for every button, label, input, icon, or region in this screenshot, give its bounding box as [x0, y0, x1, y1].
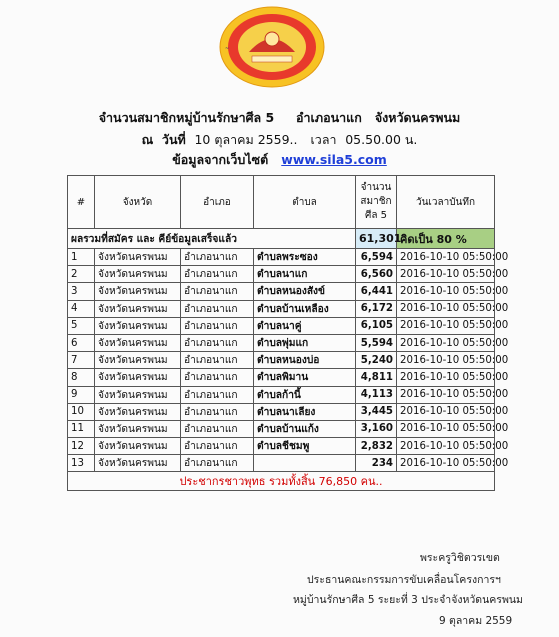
cell-province: จังหวัดนครพนม — [95, 403, 181, 420]
cell-province: จังหวัดนครพนม — [95, 386, 181, 403]
cell-subdistrict — [254, 455, 356, 472]
table-row — [68, 420, 495, 437]
cell-subdistrict: ตำบลก้านี้ — [254, 386, 356, 403]
cell-district: อำเภอนาแก — [181, 249, 254, 266]
cell-count: 6,441 — [356, 283, 397, 300]
cell-count: 6,560 — [356, 266, 397, 283]
members-table — [67, 175, 509, 491]
cell-district: อำเภอนาแก — [181, 317, 254, 334]
cell-subdistrict: ตำบลพระซอง — [254, 249, 356, 266]
cell-time: 2016-10-10 05:50:00 — [397, 249, 495, 266]
cell-no: 1 — [68, 249, 95, 266]
table-row — [68, 300, 495, 317]
summary-row — [68, 229, 495, 249]
cell-province: จังหวัดนครพนม — [95, 317, 181, 334]
cell-no: 7 — [68, 352, 95, 369]
table-row — [68, 352, 495, 369]
cell-time: 2016-10-10 05:50:00 — [397, 283, 495, 300]
cell-no: 5 — [68, 317, 95, 334]
cell-province: จังหวัดนครพนม — [95, 249, 181, 266]
table-row — [68, 249, 495, 266]
cell-subdistrict: ตำบลนาคู่ — [254, 317, 356, 334]
cell-no: 13 — [68, 455, 95, 472]
cell-province: จังหวัดนครพนม — [95, 438, 181, 455]
cell-district: อำเภอนาแก — [181, 352, 254, 369]
cell-no: 6 — [68, 334, 95, 351]
total-row — [68, 472, 495, 491]
cell-count: 5,594 — [356, 334, 397, 351]
table-row — [68, 455, 495, 472]
cell-district: อำเภอนาแก — [181, 438, 254, 455]
cell-subdistrict: ตำบลพุ่มแก — [254, 334, 356, 351]
cell-district: อำเภอนาแก — [181, 300, 254, 317]
table-row — [68, 403, 495, 420]
total-text: ประชากรชาวพุทธ รวมทั้งสิ้น 76,850 คน.. — [68, 472, 495, 491]
cell-count: 6,594 — [356, 249, 397, 266]
cell-no: 3 — [68, 283, 95, 300]
table-row — [68, 386, 495, 403]
cell-count: 4,811 — [356, 369, 397, 386]
cell-no: 4 — [68, 300, 95, 317]
table-row — [68, 283, 495, 300]
cell-province: จังหวัดนครพนม — [95, 300, 181, 317]
cell-time: 2016-10-10 05:50:00 — [397, 334, 495, 351]
cell-subdistrict: ตำบลพิมาน — [254, 369, 356, 386]
cell-subdistrict: ตำบลหนองบ่อ — [254, 352, 356, 369]
cell-count: 3,160 — [356, 420, 397, 437]
cell-count: 2,832 — [356, 438, 397, 455]
source-website-link[interactable]: www.sila5.com — [281, 152, 387, 167]
cell-time: 2016-10-10 05:50:00 — [397, 420, 495, 437]
cell-subdistrict: ตำบลชีชมพู — [254, 438, 356, 455]
cell-district: อำเภอนาแก — [181, 420, 254, 437]
cell-district: อำเภอนาแก — [181, 334, 254, 351]
cell-province: จังหวัดนครพนม — [95, 266, 181, 283]
cell-province: จังหวัดนครพนม — [95, 455, 181, 472]
signature-position: ประธานคณะกรรมการขับเคลื่อนโครงการฯ — [307, 574, 501, 586]
cell-count: 3,445 — [356, 403, 397, 420]
summary-label: ผลรวมที่สมัคร และ คีย์ข้อมูลเสร็จแล้ว — [68, 229, 356, 249]
table-header-row — [68, 176, 495, 229]
cell-province: จังหวัดนครพนม — [95, 283, 181, 300]
col-no: # — [68, 176, 95, 229]
cell-time: 2016-10-10 05:50:00 — [397, 438, 495, 455]
summary-percent: คิดเป็น 80 % — [397, 229, 495, 249]
cell-time: 2016-10-10 05:50:00 — [397, 403, 495, 420]
cell-time: 2016-10-10 05:50:00 — [397, 352, 495, 369]
cell-no: 2 — [68, 266, 95, 283]
cell-province: จังหวัดนครพนม — [95, 334, 181, 351]
signature-project: หมู่บ้านรักษาศีล 5 ระยะที่ 3 ประจำจังหวัดนครพนม — [293, 594, 523, 606]
col-subdistrict: ตำบล — [254, 176, 356, 229]
cell-district: อำเภอนาแก — [181, 403, 254, 420]
cell-time: 2016-10-10 05:50:00 — [397, 386, 495, 403]
cell-subdistrict: ตำบลบ้านเหลือง — [254, 300, 356, 317]
col-district: อำเภอ — [181, 176, 254, 229]
table-row — [68, 317, 495, 334]
signature-name: พระครูวิชิตวรเขต — [420, 552, 500, 564]
cell-time: 2016-10-10 05:50:00 — [397, 317, 495, 334]
cell-district: อำเภอนาแก — [181, 369, 254, 386]
report-title: จำนวนสมาชิกหมู่บ้านรักษาศีล 5 อำเภอนาแก จังหวัดนครพนม — [98, 110, 461, 125]
cell-no: 8 — [68, 369, 95, 386]
report-source-line: ข้อมูลจากเว็บไซต์ www.sila5.com — [172, 152, 387, 167]
cell-time: 2016-10-10 05:50:00 — [397, 369, 495, 386]
cell-subdistrict: ตำบลนาเลียง — [254, 403, 356, 420]
summary-value: 61,301 — [356, 229, 397, 249]
cell-time: 2016-10-10 05:50:00 — [397, 300, 495, 317]
signature-date: 9 ตุลาคม 2559 — [439, 615, 513, 627]
cell-province: จังหวัดนครพนม — [95, 420, 181, 437]
cell-no: 11 — [68, 420, 95, 437]
cell-no: 10 — [68, 403, 95, 420]
organization-seal-logo — [219, 6, 326, 88]
col-time: วันเวลาบันทึก — [397, 176, 495, 229]
cell-count: 4,113 — [356, 386, 397, 403]
cell-subdistrict: ตำบลหนองสังข์ — [254, 283, 356, 300]
cell-subdistrict: ตำบลบ้านแก้ง — [254, 420, 356, 437]
table-row — [68, 438, 495, 455]
table-row — [68, 334, 495, 351]
cell-province: จังหวัดนครพนม — [95, 369, 181, 386]
col-count: จำนวนสมาชิกศีล 5 — [356, 176, 397, 229]
cell-no: 12 — [68, 438, 95, 455]
cell-time: 2016-10-10 05:50:00 — [397, 266, 495, 283]
cell-subdistrict: ตำบลนาแก — [254, 266, 356, 283]
cell-count: 6,172 — [356, 300, 397, 317]
table-row — [68, 369, 495, 386]
cell-district: อำเภอนาแก — [181, 266, 254, 283]
report-date-line: ณ วันที่ 10 ตุลาคม 2559.. เวลา 05.50.00 น. — [141, 132, 418, 147]
svg-text:~: ~ — [225, 46, 230, 52]
cell-district: อำเภอนาแก — [181, 283, 254, 300]
cell-count: 234 — [356, 455, 397, 472]
table-row — [68, 266, 495, 283]
cell-no: 9 — [68, 386, 95, 403]
cell-district: อำเภอนาแก — [181, 386, 254, 403]
cell-count: 5,240 — [356, 352, 397, 369]
cell-time: 2016-10-10 05:50:00 — [397, 455, 495, 472]
col-province: จังหวัด — [95, 176, 181, 229]
cell-province: จังหวัดนครพนม — [95, 352, 181, 369]
cell-count: 6,105 — [356, 317, 397, 334]
cell-district: อำเภอนาแก — [181, 455, 254, 472]
